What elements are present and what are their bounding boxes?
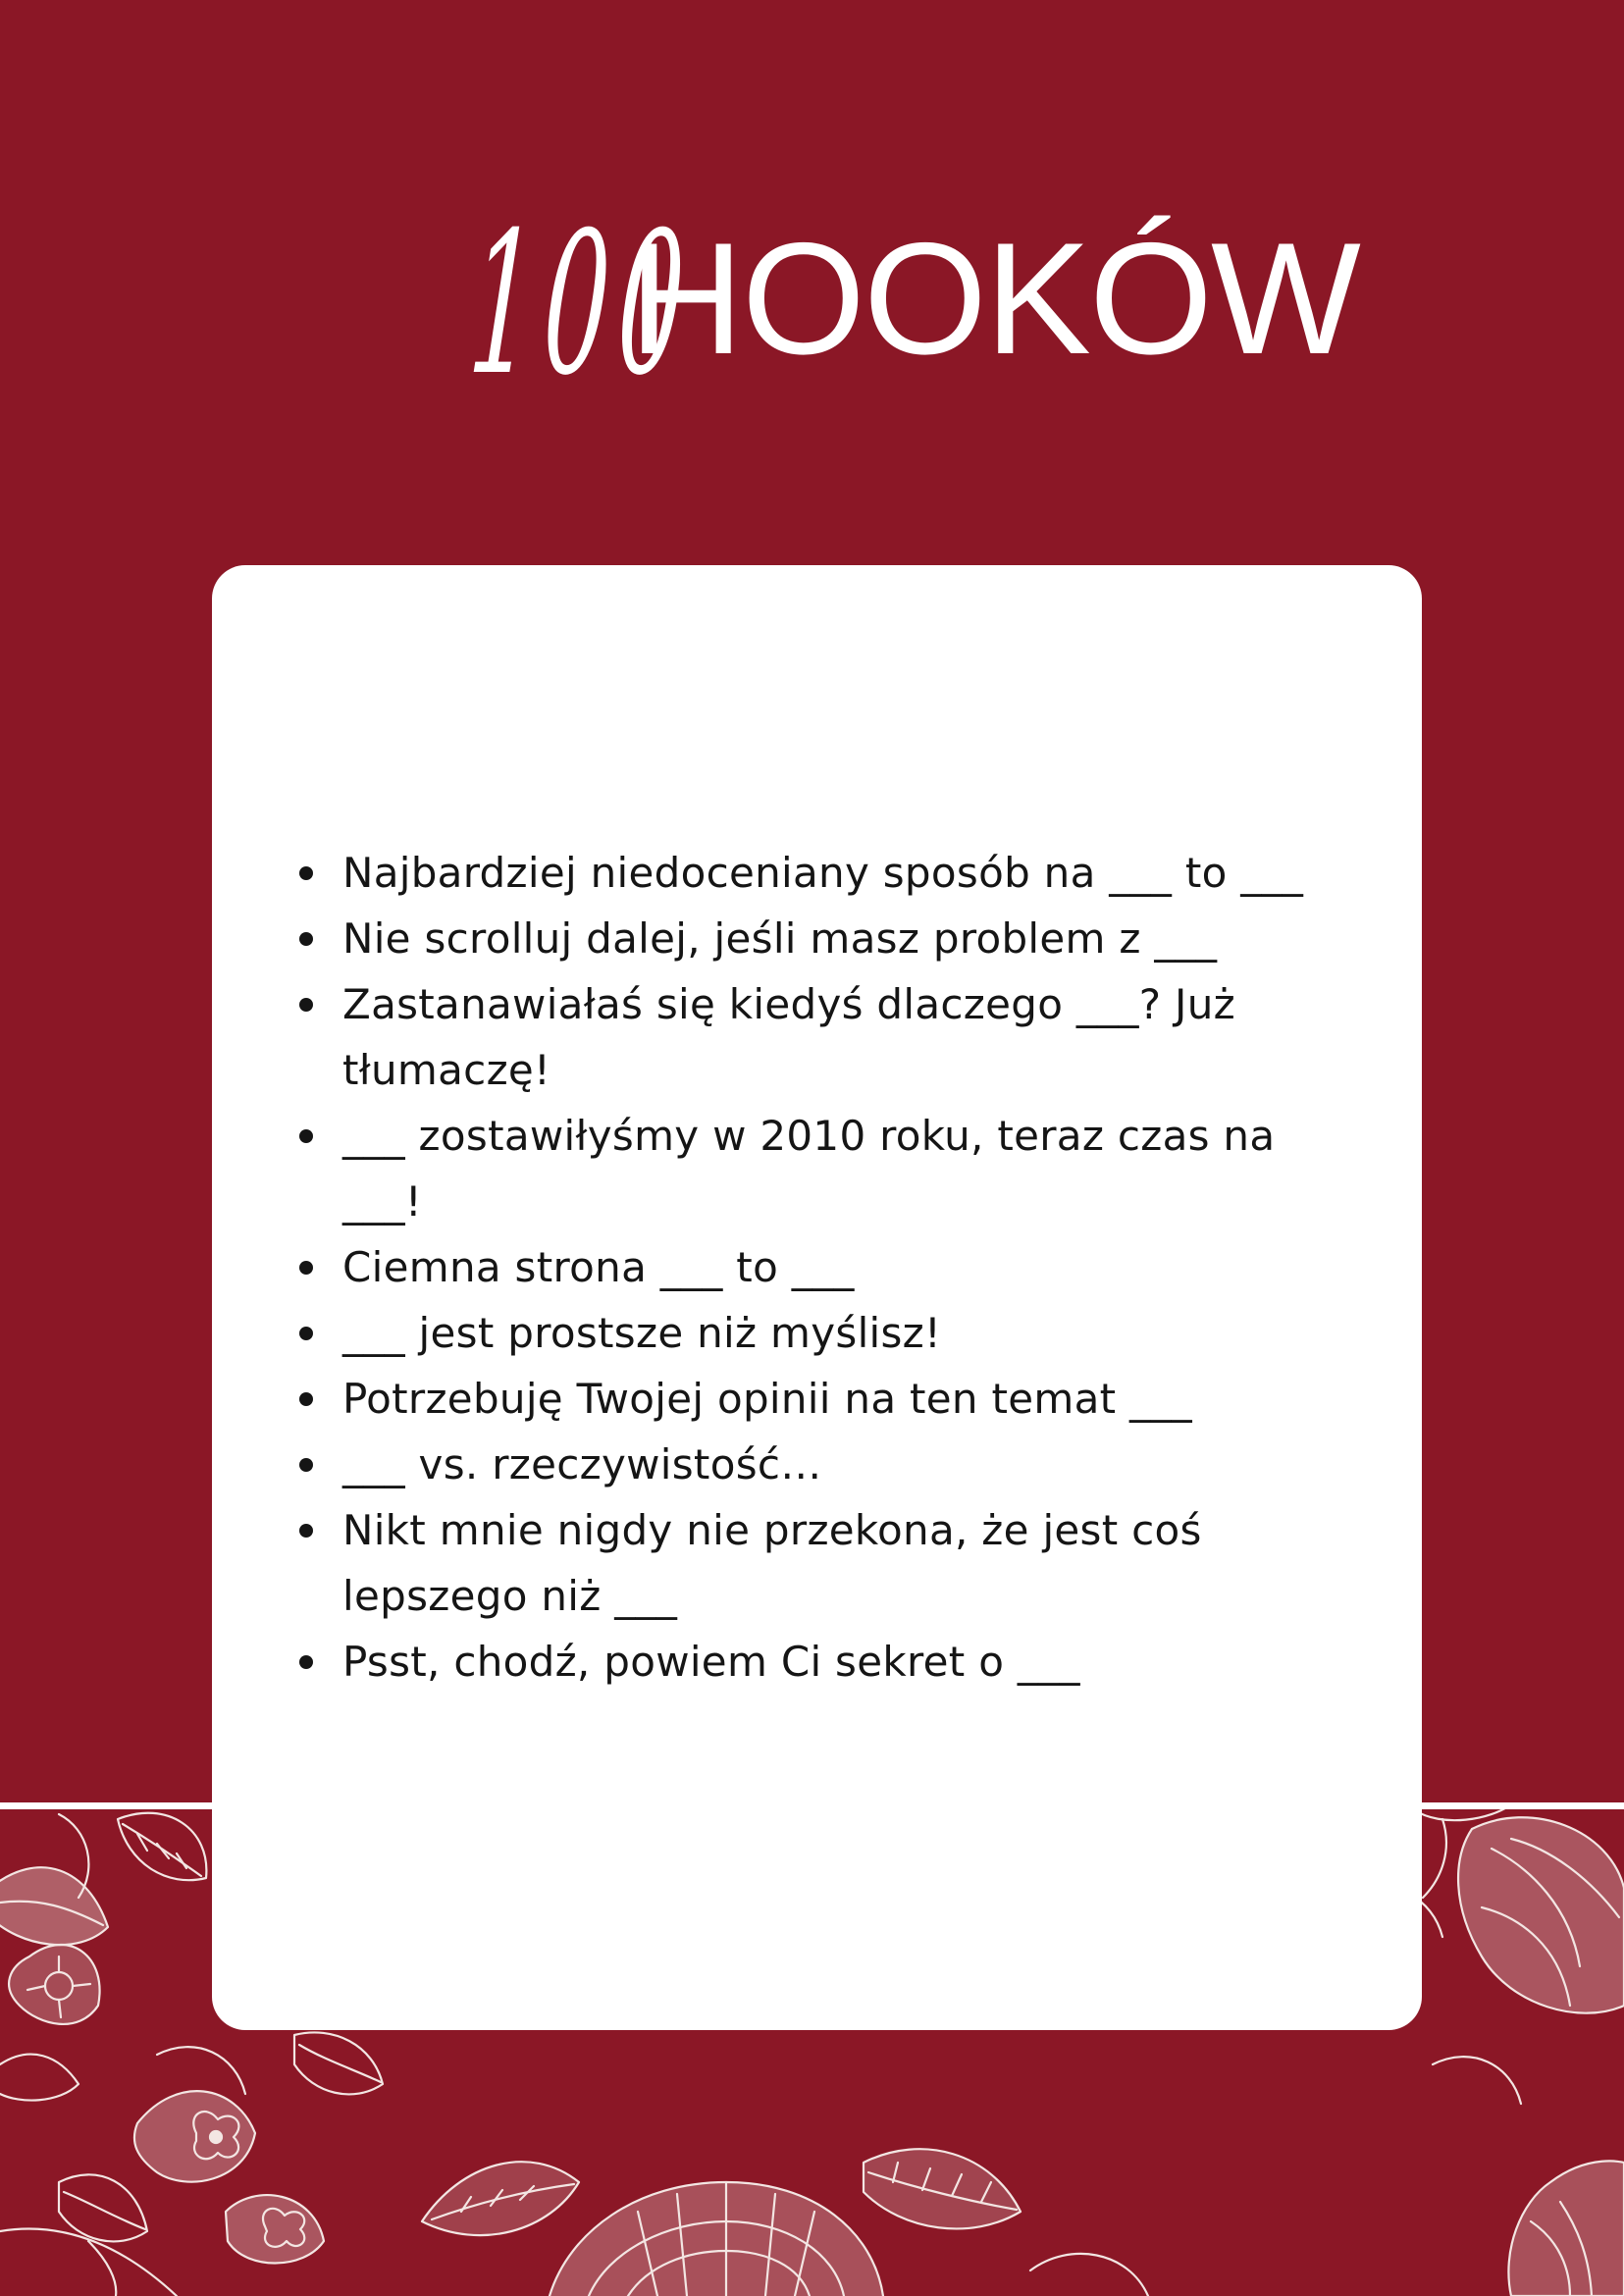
hook-text: Zastanawiałaś się kiedyś dlaczego ___? Już tłumaczę! <box>342 980 1235 1094</box>
list-item <box>212 1366 1422 1432</box>
bullet-icon <box>299 1129 313 1143</box>
title-number: 100 <box>463 190 700 419</box>
bullet-icon <box>299 1524 313 1538</box>
hook-text: Nikt mnie nigdy nie przekona, że jest coś lepszego niż ___ <box>342 1506 1202 1620</box>
list-item <box>212 906 1422 971</box>
list-item <box>212 1432 1422 1497</box>
title-word: HOOKÓW <box>628 210 1359 388</box>
list-item <box>212 1300 1422 1366</box>
list-item <box>212 1234 1422 1300</box>
bullet-icon <box>299 1261 313 1275</box>
bullet-icon <box>299 1392 313 1406</box>
bullet-icon <box>299 998 313 1012</box>
list-item <box>212 840 1422 906</box>
hook-text: ___ jest prostsze niż myślisz! <box>342 1309 942 1357</box>
hook-list <box>212 840 1422 1695</box>
bullet-icon <box>299 866 313 880</box>
bullet-icon <box>299 1458 313 1472</box>
page-title <box>0 190 1624 419</box>
hook-text: Potrzebuję Twojej opinii na ten temat ___ <box>342 1375 1192 1423</box>
list-item <box>212 1629 1422 1695</box>
hook-text: Ciemna strona ___ to ___ <box>342 1243 855 1291</box>
bullet-icon <box>299 1327 313 1340</box>
hook-text: Nie scrolluj dalej, jeśli masz problem z ___ <box>342 914 1218 963</box>
hook-text: Najbardziej niedoceniany sposób na ___ to ___ <box>342 849 1304 897</box>
bullet-icon <box>299 1655 313 1669</box>
hook-text: Psst, chodź, powiem Ci sekret o ___ <box>342 1638 1080 1686</box>
list-item <box>212 1497 1422 1629</box>
bullet-icon <box>299 932 313 946</box>
hook-text: ___ zostawiłyśmy w 2010 roku, teraz czas na ___! <box>342 1112 1276 1226</box>
hook-text: ___ vs. rzeczywistość… <box>342 1440 822 1488</box>
list-item <box>212 1103 1422 1234</box>
list-item <box>212 971 1422 1103</box>
hooks-card <box>212 565 1422 2030</box>
